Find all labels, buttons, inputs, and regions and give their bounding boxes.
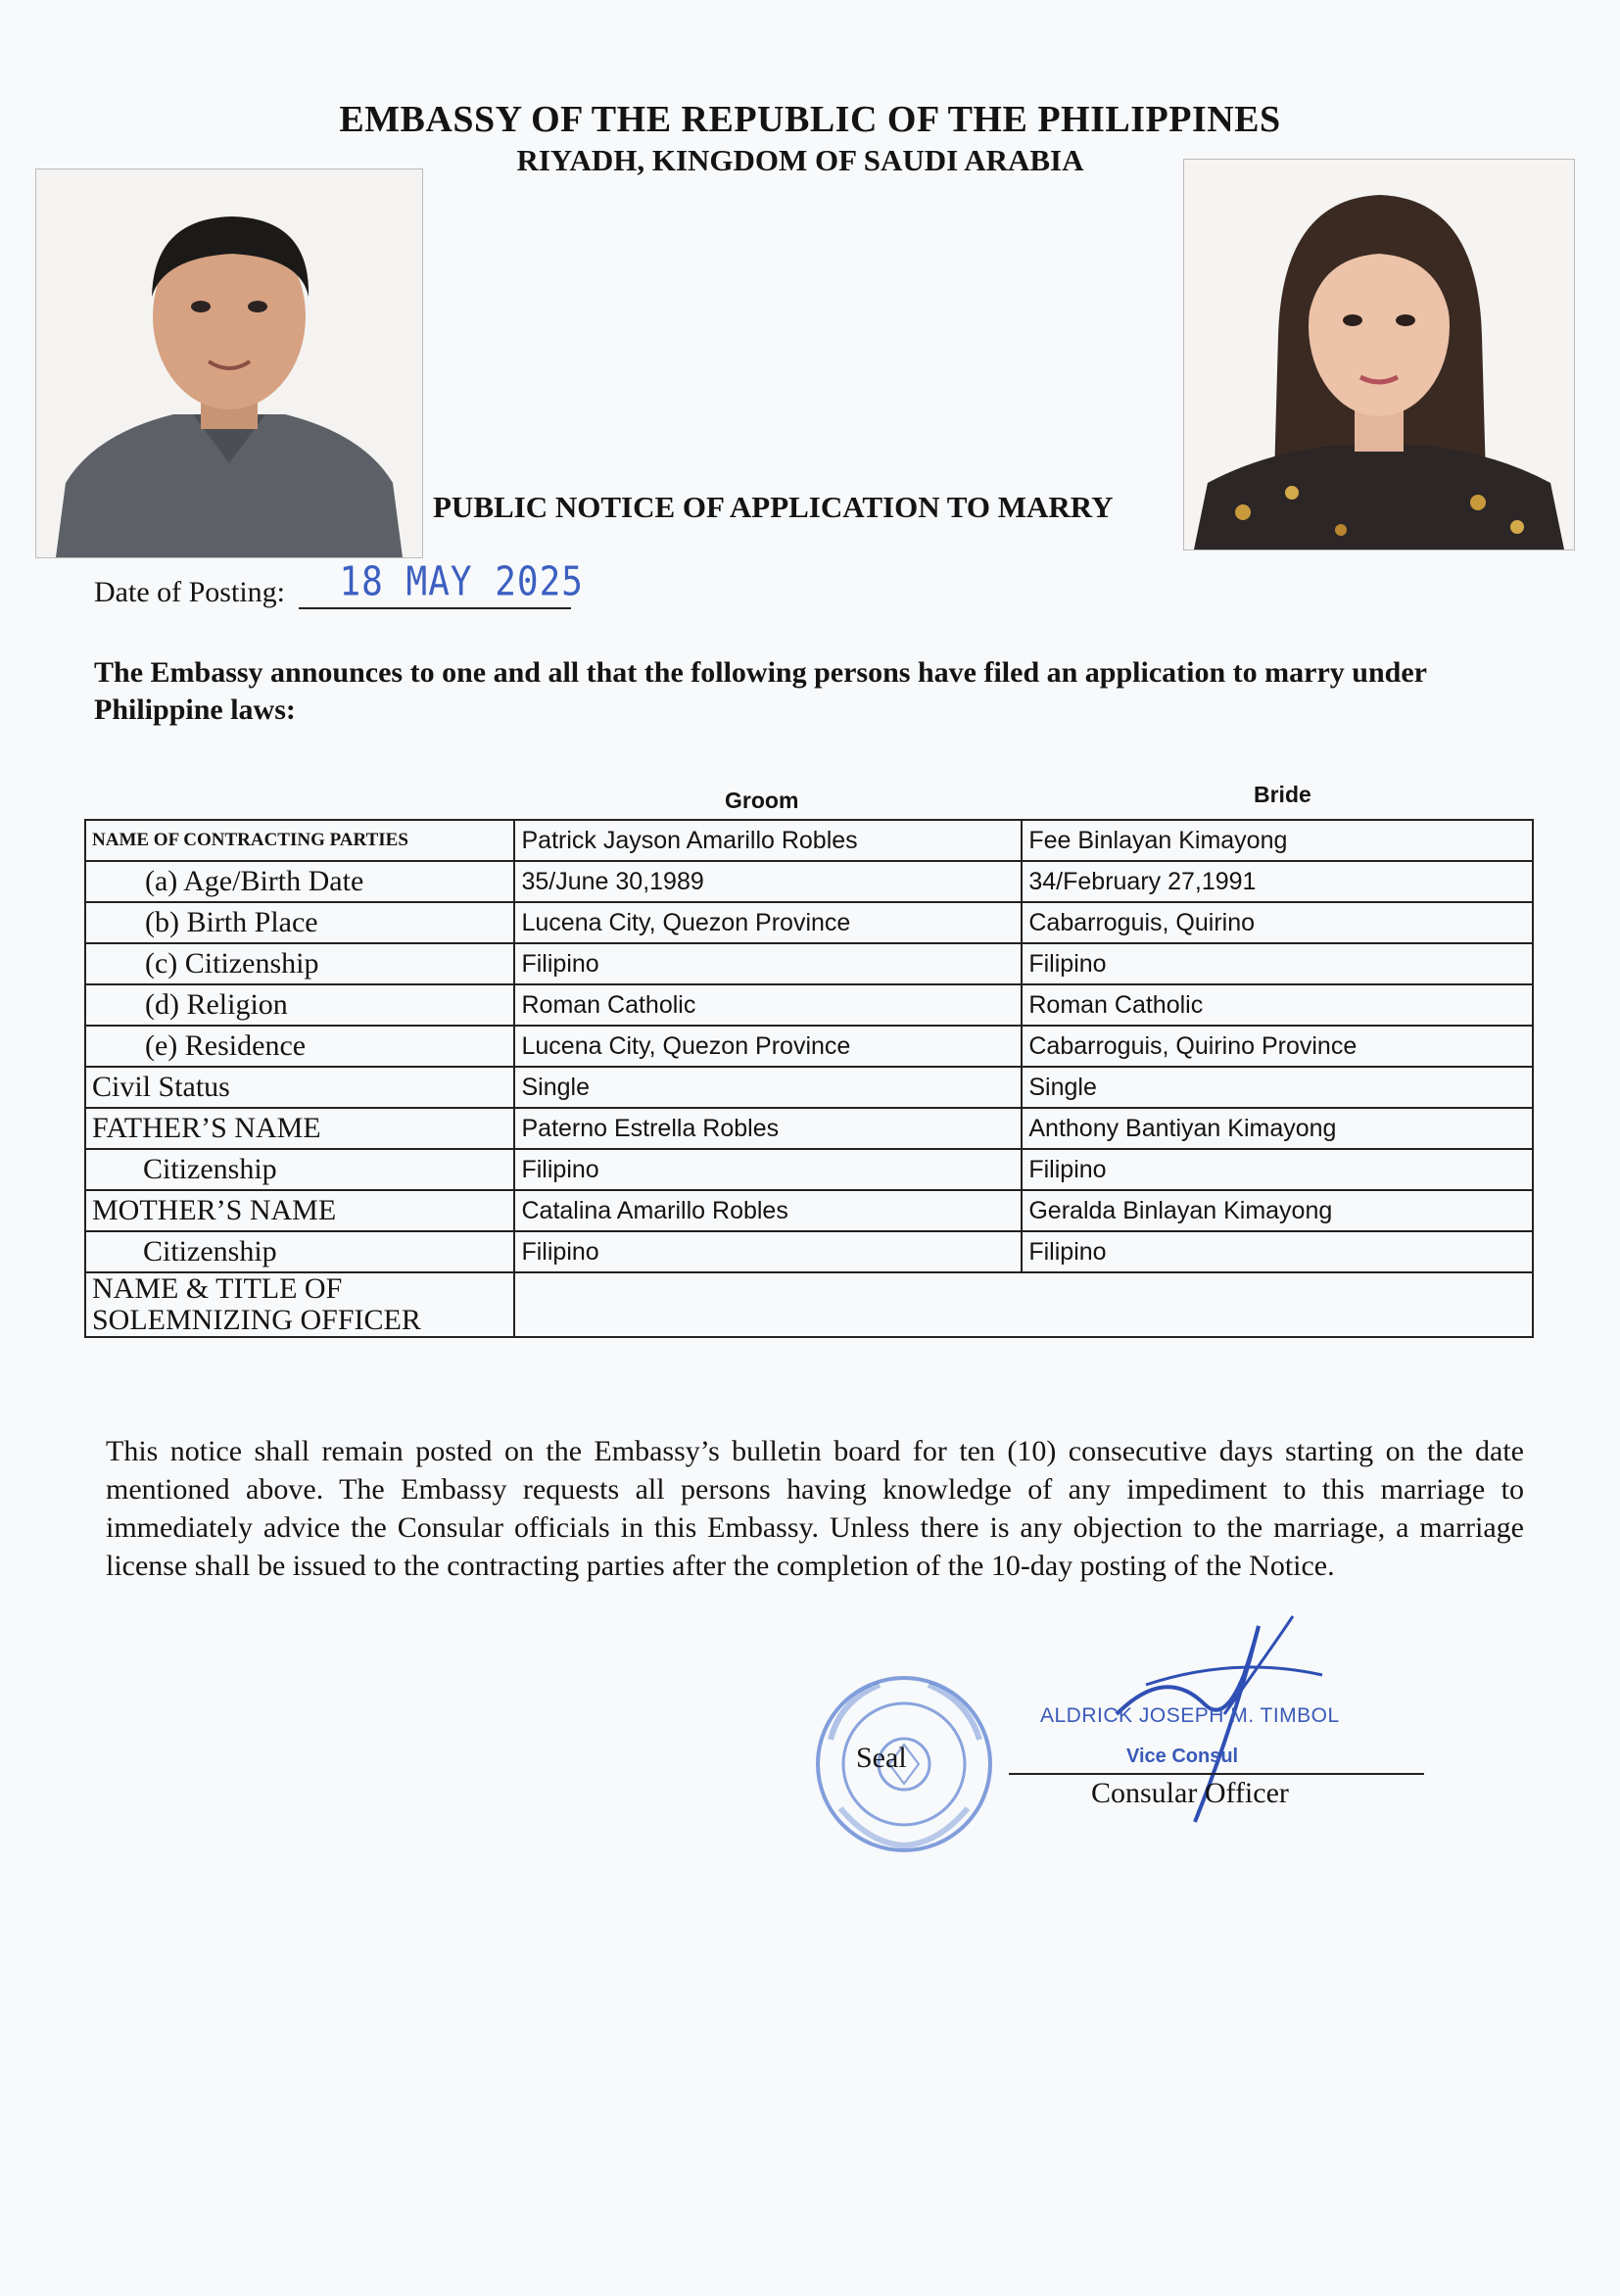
row-label: (d) Religion (85, 984, 514, 1026)
row-label: (a) Age/Birth Date (85, 861, 514, 902)
groom-value: Lucena City, Quezon Province (514, 902, 1022, 943)
table-row (85, 902, 1533, 943)
notice-title: PUBLIC NOTICE OF APPLICATION TO MARRY (433, 490, 1114, 524)
table-row (85, 1190, 1533, 1231)
bride-value: Filipino (1022, 1231, 1533, 1272)
row-label: FATHER’S NAME (85, 1108, 514, 1149)
bride-value: Filipino (1022, 943, 1533, 984)
posting-date-stamp: 18 MAY 2025 (339, 558, 584, 606)
bride-value: Anthony Bantiyan Kimayong (1022, 1108, 1533, 1149)
row-label: (e) Residence (85, 1026, 514, 1067)
bride-column-header: Bride (1254, 782, 1311, 807)
embassy-title: EMBASSY OF THE REPUBLIC OF THE PHILIPPINES (339, 99, 1281, 140)
groom-value: Catalina Amarillo Robles (514, 1190, 1022, 1231)
signer-name: ALDRICK JOSEPH M. TIMBOL (1040, 1704, 1340, 1727)
table-row (85, 1231, 1533, 1272)
row-label: (c) Citizenship (85, 943, 514, 984)
table-row (85, 1026, 1533, 1067)
row-label: Civil Status (85, 1067, 514, 1108)
groom-photo (35, 168, 423, 558)
signer-title: Vice Consul (1126, 1746, 1239, 1767)
table-row (85, 984, 1533, 1026)
groom-value: Patrick Jayson Amarillo Robles (514, 820, 1022, 861)
row-label: Citizenship (85, 1231, 514, 1272)
table-row (85, 1272, 1533, 1337)
bride-portrait (1184, 160, 1574, 550)
groom-value: 35/June 30,1989 (514, 861, 1022, 902)
seal-label: Seal (856, 1742, 907, 1774)
bride-value: Fee Binlayan Kimayong (1022, 820, 1533, 861)
row-label: Citizenship (85, 1149, 514, 1190)
groom-value: Filipino (514, 1149, 1022, 1190)
consular-officer-label: Consular Officer (1091, 1777, 1289, 1809)
table-row (85, 1108, 1533, 1149)
bride-value: Single (1022, 1067, 1533, 1108)
bride-value: 34/February 27,1991 (1022, 861, 1533, 902)
signature-line (1009, 1773, 1424, 1775)
bride-value: Cabarroguis, Quirino (1022, 902, 1533, 943)
groom-value: Paterno Estrella Robles (514, 1108, 1022, 1149)
posting-label: Date of Posting: (94, 576, 285, 608)
bride-value: Roman Catholic (1022, 984, 1533, 1026)
row-label: MOTHER’S NAME (85, 1190, 514, 1231)
bride-value: Geralda Binlayan Kimayong (1022, 1190, 1533, 1231)
groom-portrait (36, 169, 422, 557)
solemnizing-officer-value (514, 1272, 1533, 1337)
notice-body: This notice shall remain posted on the Embassy’s bulletin board for ten (10) consecutive days starting on the date mentioned above. The Embassy requests all persons having knowledge of any impediment to this marriage to immediately advice the Consular officials in this Embassy. Unless there is any objection to the marriage, a marriage license shall be issued to the contracting parties after the completion of the 10-day posting of the Notice. (106, 1435, 1524, 1582)
groom-column-header: Groom (725, 788, 799, 813)
groom-value: Lucena City, Quezon Province (514, 1026, 1022, 1067)
table-row (85, 943, 1533, 984)
posting-date-line (299, 558, 584, 609)
groom-value: Filipino (514, 1231, 1022, 1272)
row-label: (b) Birth Place (85, 902, 514, 943)
groom-value: Filipino (514, 943, 1022, 984)
bride-photo (1183, 159, 1575, 550)
date-of-posting (94, 558, 584, 609)
intro-paragraph: The Embassy announces to one and all that the following persons have filed an application to marry under Philippine laws: (94, 656, 1427, 726)
table-row (85, 1067, 1533, 1108)
table-row (85, 1149, 1533, 1190)
embassy-location: RIYADH, KINGDOM OF SAUDI ARABIA (516, 143, 1084, 177)
groom-value: Single (514, 1067, 1022, 1108)
row-label: NAME & TITLE OF SOLEMNIZING OFFICER (85, 1272, 514, 1337)
bride-value: Filipino (1022, 1149, 1533, 1190)
table-row (85, 820, 1533, 861)
bride-value: Cabarroguis, Quirino Province (1022, 1026, 1533, 1067)
row-label: NAME OF CONTRACTING PARTIES (85, 820, 514, 861)
table-row (85, 861, 1533, 902)
applicants-table (84, 819, 1534, 1338)
groom-value: Roman Catholic (514, 984, 1022, 1026)
